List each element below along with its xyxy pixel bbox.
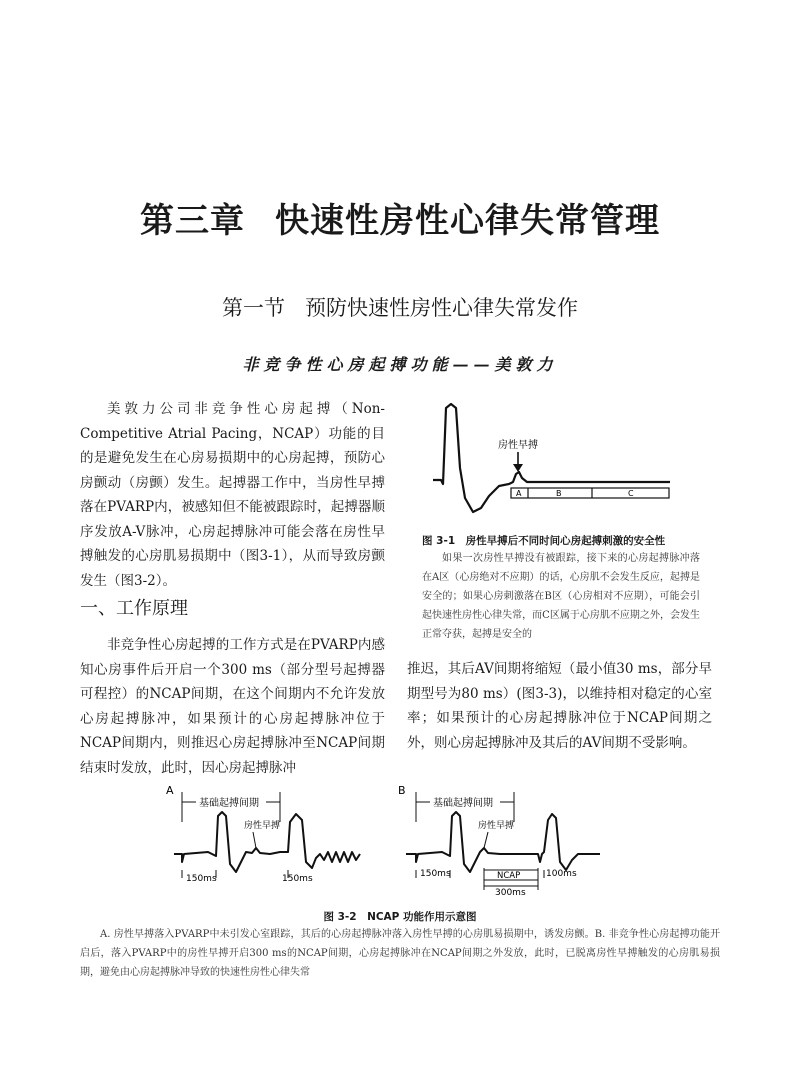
- section-number: 第一节: [222, 296, 285, 320]
- panel-b-t1: 150ms: [420, 869, 451, 879]
- panel-b-basic-interval: 基础起搏间期: [433, 798, 493, 809]
- zone-a-label: A: [516, 489, 522, 498]
- principle-paragraph-right: 推迟，其后AV间期将缩短（最小值30 ms，部分早期型号为80 ms）(图3-3)，以维持相对稳定的心室率；如果预计的心房起搏脉冲位于NCAP间期之外，则心房起搏脉冲及其后的AV间期不受影响。: [407, 661, 712, 751]
- pac-arrow-head: [513, 464, 523, 472]
- figure-3-2-caption-body: A. 房性早搏落入PVARP中未引发心室跟踪，其后的心房起搏脉冲落入房性早搏的心房肌易损期中，诱发房颤。B. 非竞争性心房起搏功能开启后，落入PVARP中的房性早搏开启300 ms的NCAP间期，心房起搏脉冲在NCAP间期之外发放，此时，已脱离房性早搏触发的心房肌易损期，避免由心房起搏脉冲导致的快速性房性心律失常: [80, 929, 720, 978]
- panel-b-ncap-ms: 300ms: [495, 888, 526, 898]
- zone-bar: [511, 488, 669, 498]
- chapter-title: [0, 193, 800, 242]
- chapter-name: 快速性房性心律失常管理: [275, 201, 660, 241]
- figure-3-1-caption-body: 如果一次房性早搏没有被跟踪，接下来的心房起搏脉冲落在A区（心房绝对不应期）的话，心房肌不会发生反应，起搏是安全的；如果心房刺激落在B区（心房相对不应期），可能会引起快速性房性心律失常，而C区属于心房肌不应期之外，会发生正常夺获，起搏是安全的: [422, 553, 700, 640]
- figure-3-2-caption-title: 图 3-2 NCAP 功能作用示意图: [323, 911, 477, 923]
- principle-paragraph-left: 非竞争性心房起搏的工作方式是在PVARP内感知心房事件后开启一个300 ms（部分型号起搏器可程控）的NCAP间期，在这个间期内不允许发放心房起搏脉冲，如果预计的心房起搏脉冲位于NCAP间期内，则推迟心房起搏脉冲至NCAP间期结束时发放，此时，因心房起搏脉冲: [80, 637, 385, 776]
- section-name: 预防快速性房性心律失常发作: [305, 296, 578, 320]
- panel-b-ncap-label: NCAP: [497, 871, 521, 881]
- figure-3-2-diagram: [160, 780, 680, 900]
- panel-b-label: B: [398, 784, 406, 797]
- panel-b-t2: 100ms: [546, 869, 577, 879]
- panel-a-t2: 150ms: [282, 874, 313, 884]
- figure-3-1-diagram: [415, 400, 715, 525]
- panel-a-label: A: [166, 784, 174, 797]
- zone-b-label: B: [556, 489, 562, 498]
- panel-a-pac-pointer: [253, 832, 256, 848]
- panel-a-basic-interval: 基础起搏间期: [199, 798, 259, 809]
- panel-b-pac-label: 房性早搏: [478, 821, 515, 831]
- panel-a-pac-label: 房性早搏: [244, 821, 281, 831]
- figure-3-1-caption-title: 图 3-1 房性早搏后不同时间心房起搏刺激的安全性: [422, 535, 666, 547]
- topic-title: 非竞争性心房起搏功能——美敦力: [242, 355, 558, 374]
- chapter-number: 第三章: [140, 201, 245, 241]
- panel-a-t1: 150ms: [186, 874, 217, 884]
- panel-b-pac-pointer: [484, 832, 488, 848]
- intro-paragraph: 美敦力公司非竞争性心房起搏（Non-Competitive Atrial Pacing，NCAP）功能的目的是避免发生在心房易损期中的心房起搏，预防心房颤动（房颤）发生。起搏器工作中，当房性早搏落在PVARP内，被感知但不能被跟踪时，起搏器顺序发放A-V脉冲，心房起搏脉冲可能会落在房性早搏触发的心房肌易损期中（图3-1），从而导致房颤发生（图3-2）。: [80, 401, 385, 589]
- heading-principle: 一、工作原理: [80, 598, 188, 619]
- pac-label: 房性早搏: [498, 440, 538, 451]
- section-title: [0, 292, 800, 322]
- zone-c-label: C: [628, 489, 634, 498]
